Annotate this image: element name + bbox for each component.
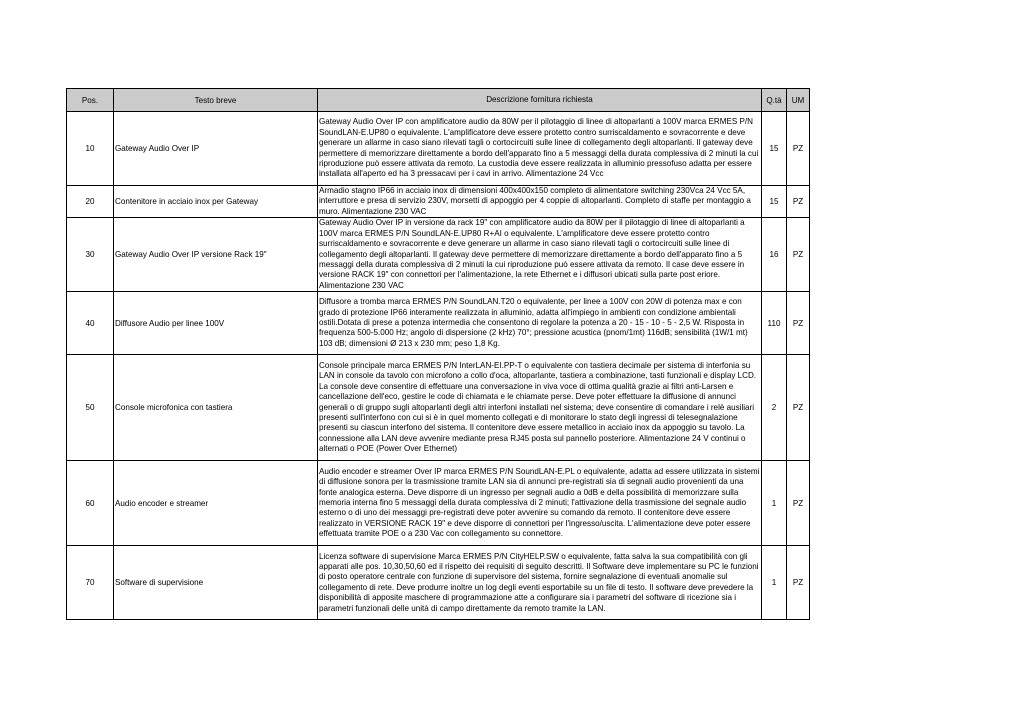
table-row bbox=[67, 461, 810, 546]
header-description: Descrizione fornitura richiesta bbox=[318, 89, 762, 112]
row-description: Gateway Audio Over IP in versione da rack 19" con amplificatore audio da 80W per il pilotaggio di linee di altoparlanti a 100V marca ERMES P/N SoundLAN-E.UP80 R+AI o equivalente. L'amplificatore deve essere protetto contro surriscaldamento e sovracorrente e deve generare un allarme in caso siano rilevati tagli o cortocircuiti sulle linee di collegamento degli altoparlanti. Il gateway deve permettere di memorizzare direttamente a bordo dell'apparato fino a 5 messaggi della durata complessiva di 2 minuti la cui riproduzione può essere attivata da remoto. Il case deve essere in versione RACK 19" con connettori per l'alimentazione, la rete Ethernet e i diffusori ubicati sulla parte post eriore. Alimentazione 230 VAC bbox=[318, 218, 762, 292]
row-short-text: Gateway Audio Over IP bbox=[114, 112, 318, 186]
row-quantity: 2 bbox=[762, 355, 787, 461]
table-row bbox=[67, 218, 810, 292]
row-description: Gateway Audio Over IP con amplificatore audio da 80W per il pilotaggio di linee di altoparlanti a 100V marca ERMES P/N SoundLAN-E.UP80 o equivalente. L'amplificatore deve essere protetto contro surriscaldamento e sovracorrente e deve generare un allarme in caso siano rilevati tagli o cortocircuiti sulle linee di collegamento degli altoparlanti. Il gateway deve permettere di memorizzare direttamente a bordo dell'apparato fino a 5 messaggi della durata complessiva di 2 minuti la cui riproduzione può essere attivata da remoto. La custodia deve essere realizzata in alluminio pressofuso adatta per essere installata all'aperto ed ha 3 pressacavi per i cavi in arrivo. Alimentazione 24 Vcc bbox=[318, 112, 762, 186]
table-row bbox=[67, 546, 810, 620]
row-pos: 20 bbox=[67, 186, 114, 218]
row-unit: PZ bbox=[787, 112, 810, 186]
row-pos: 40 bbox=[67, 292, 114, 355]
table-row bbox=[67, 186, 810, 218]
row-description: Licenza software di supervisione Marca ERMES P/N CityHELP.SW o equivalente, fatta salva la sua compatibilità con gli apparati alle pos. 10,30,50,60 ed il rispetto dei requisiti di seguito descritti. Il Software deve implementare su PC le funzioni di posto operatore centrale con funzione di supervisore del sistema, fornire segnalazione di eventuali anomalie sul collegamento di rete. Deve produrre inoltre un log degli eventi esportabile su un file di testo. Il software deve prevedere la disponibilità di apposite maschere di programmazione atte a configurare sia i parametri del software di ricezione sia i parametri funzionali delle unità di campo direttamente da remoto tramite la LAN. bbox=[318, 546, 762, 620]
row-description: Audio encoder e streamer Over IP marca ERMES P/N SoundLAN-E.PL o equivalente, adatta ad essere utilizzata in sistemi di diffusione sonora per la trasmissione tramite LAN sia di annunci pre-registrati sia di segnali audio provenienti da una fonte analogica esterna. Deve disporre di un ingresso per segnali audio a 0dB e della possibilità di memorizzare sulla memoria interna fino 5 messaggi della durata complessiva di 2 minuti; l'attivazione della trasmissione del segnale audio esterno o di uno dei messaggi pre-registrati deve poter avvenire su comando da remoto. Il contenitore deve essere realizzato in VERSIONE RACK 19" e deve disporre di connettori per l'ingresso/uscita. L'alimentazione deve poter essere effettuata tramite POE o a 230 Vac con collegamento su connettore. bbox=[318, 461, 762, 546]
row-unit: PZ bbox=[787, 355, 810, 461]
table-row bbox=[67, 112, 810, 186]
row-pos: 30 bbox=[67, 218, 114, 292]
row-quantity: 1 bbox=[762, 461, 787, 546]
row-unit: PZ bbox=[787, 218, 810, 292]
header-quantity: Q.tà bbox=[762, 89, 787, 112]
table-row bbox=[67, 292, 810, 355]
header-pos: Pos. bbox=[67, 89, 114, 112]
row-pos: 50 bbox=[67, 355, 114, 461]
row-quantity: 110 bbox=[762, 292, 787, 355]
row-unit: PZ bbox=[787, 461, 810, 546]
header-short-text: Testo breve bbox=[114, 89, 318, 112]
row-unit: PZ bbox=[787, 546, 810, 620]
row-short-text: Console microfonica con tastiera bbox=[114, 355, 318, 461]
row-description: Console principale marca ERMES P/N InterLAN-EI.PP-T o equivalente con tastiera decimale per sistema di interfonia su LAN in console da tavolo con microfono a collo d'oca, altoparlante, tastiera a combinazione, tasti funzionali e display LCD. La console deve consentire di effettuare una conversazione in viva voce di ottima qualità grazie ai filtri anti-Larsen e cancellazione dell'eco, gestire le code di chiamata e le chiamate perse. Deve poter effettuare la diffusione di annunci generali o di gruppo sugli altoparlanti degli altri interfoni installati nel sistema; deve consentire di comandare i relè ausiliari presenti sull'interfono con cui si è in quel momento collegati e di monitorare lo stato degli ingressi di telesegnalazione presenti su ciascun interfono del sistema. Il contenitore deve essere metallico in acciaio inox da appoggio su tavolo. La connessione alla LAN deve avvenire mediante presa RJ45 posta sul pannello posteriore. Alimentazione 24 V continui o alternati o POE (Power Over Ethernet) bbox=[318, 355, 762, 461]
row-unit: PZ bbox=[787, 292, 810, 355]
row-quantity: 16 bbox=[762, 218, 787, 292]
row-quantity: 1 bbox=[762, 546, 787, 620]
row-short-text: Contenitore in acciaio inox per Gateway bbox=[114, 186, 318, 218]
row-short-text: Diffusore Audio per linee 100V bbox=[114, 292, 318, 355]
row-pos: 60 bbox=[67, 461, 114, 546]
row-description: Diffusore a tromba marca ERMES P/N SoundLAN.T20 o equivalente, per linee a 100V con 20W di potenza max e con grado di protezione IP66 interamente realizzata in alluminio, adatta all'impiego in ambienti con condizione ambientali ostili.Dotata di prese a potenza intermedia che consentono di regolare la potenza a 20 - 15 - 10 - 5 - 2,5 W. Risposta in frequenza 500-5.000 Hz; angolo di dispersione (2 kHz) 70°; pressione acustica (pnom/1mt) 116dB; sensibilità (1W/1 mt) 103 dB; dimensioni Ø 213 x 230 mm; peso 1,8 Kg. bbox=[318, 292, 762, 355]
row-unit: PZ bbox=[787, 186, 810, 218]
header-unit: UM bbox=[787, 89, 810, 112]
row-short-text: Software di supervisione bbox=[114, 546, 318, 620]
row-quantity: 15 bbox=[762, 186, 787, 218]
row-pos: 70 bbox=[67, 546, 114, 620]
row-pos: 10 bbox=[67, 112, 114, 186]
table-header-row bbox=[67, 89, 810, 112]
row-short-text: Gateway Audio Over IP versione Rack 19" bbox=[114, 218, 318, 292]
table-row bbox=[67, 355, 810, 461]
row-quantity: 15 bbox=[762, 112, 787, 186]
row-short-text: Audio encoder e streamer bbox=[114, 461, 318, 546]
row-description: Armadio stagno IP66 in acciaio inox di dimensioni 400x400x150 completo di alimentatore switching 230Vca 24 Vcc 5A, interruttore e presa di servizio 230V, morsetti di appoggio per 4 coppie di altoparlanti. Completo di staffe per montaggio a muro. Alimentazione 230 VAC bbox=[318, 186, 762, 218]
specification-table bbox=[66, 88, 810, 620]
